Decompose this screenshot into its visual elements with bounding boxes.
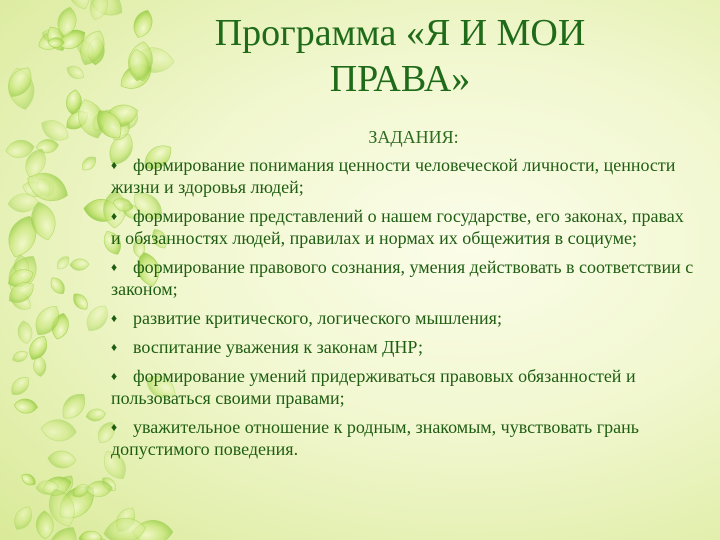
leaf-icon: [64, 63, 86, 82]
list-item-text: формирование понимания ценности человеческой личности, ценности жизни и здоровья людей;: [111, 155, 676, 197]
diamond-bullet-icon: ♦: [111, 369, 118, 383]
leaf-icon: [78, 530, 102, 540]
list-item-text: формирование умений придерживаться правовых обязанностей и пользоваться своими правами;: [111, 366, 636, 408]
diamond-bullet-icon: ♦: [111, 158, 118, 172]
leaf-icon: [7, 373, 33, 399]
list-item: [111, 154, 696, 198]
task-list: [111, 154, 696, 460]
list-item-text: воспитание уважения к законам ДНР;: [133, 337, 424, 357]
diamond-bullet-icon: ♦: [111, 420, 118, 434]
leaf-icon: [10, 503, 36, 533]
leaf-icon: [54, 254, 72, 272]
section-heading: ЗАДАНИЯ:: [368, 127, 459, 147]
leaf-icon: [40, 418, 78, 443]
diamond-bullet-icon: ♦: [111, 260, 118, 274]
leaf-icon: [47, 275, 68, 297]
list-item: [111, 307, 696, 329]
leaf-icon: [13, 398, 38, 415]
leaf-icon: [57, 388, 91, 423]
leaf-icon: [79, 154, 99, 174]
list-item: [111, 205, 696, 249]
leaf-icon: [11, 349, 30, 365]
list-item-text: уважительное отношение к родным, знакомым, чувствовать грань допустимого поведения.: [111, 417, 639, 459]
leaf-icon: [102, 515, 147, 540]
leaf-icon: [19, 471, 38, 488]
leaf-icon: [36, 510, 54, 539]
leaf-icon: [47, 450, 77, 469]
diamond-bullet-icon: ♦: [111, 340, 118, 354]
list-item-text: формирование правового сознания, умения действовать в соответствии с законом;: [111, 257, 694, 299]
tasks-section: [111, 126, 696, 467]
list-item: [111, 416, 696, 460]
list-item: [111, 256, 696, 300]
leaf-icon: [16, 320, 33, 345]
list-item-text: формирование представлений о нашем государстве, его законах, правах и обязанностях людей, правилах и нормах их общежития в социуме;: [111, 206, 684, 248]
diamond-bullet-icon: ♦: [111, 209, 118, 223]
leaf-icon: [85, 408, 106, 423]
list-item: [111, 336, 696, 358]
list-item-text: развитие критического, логического мышления;: [133, 308, 502, 328]
page-title: Программа «Я И МОИ ПРАВА»: [214, 12, 586, 100]
leaf-icon: [70, 258, 90, 270]
diamond-bullet-icon: ♦: [111, 311, 118, 325]
list-item: [111, 365, 696, 409]
leaf-icon: [70, 290, 91, 312]
